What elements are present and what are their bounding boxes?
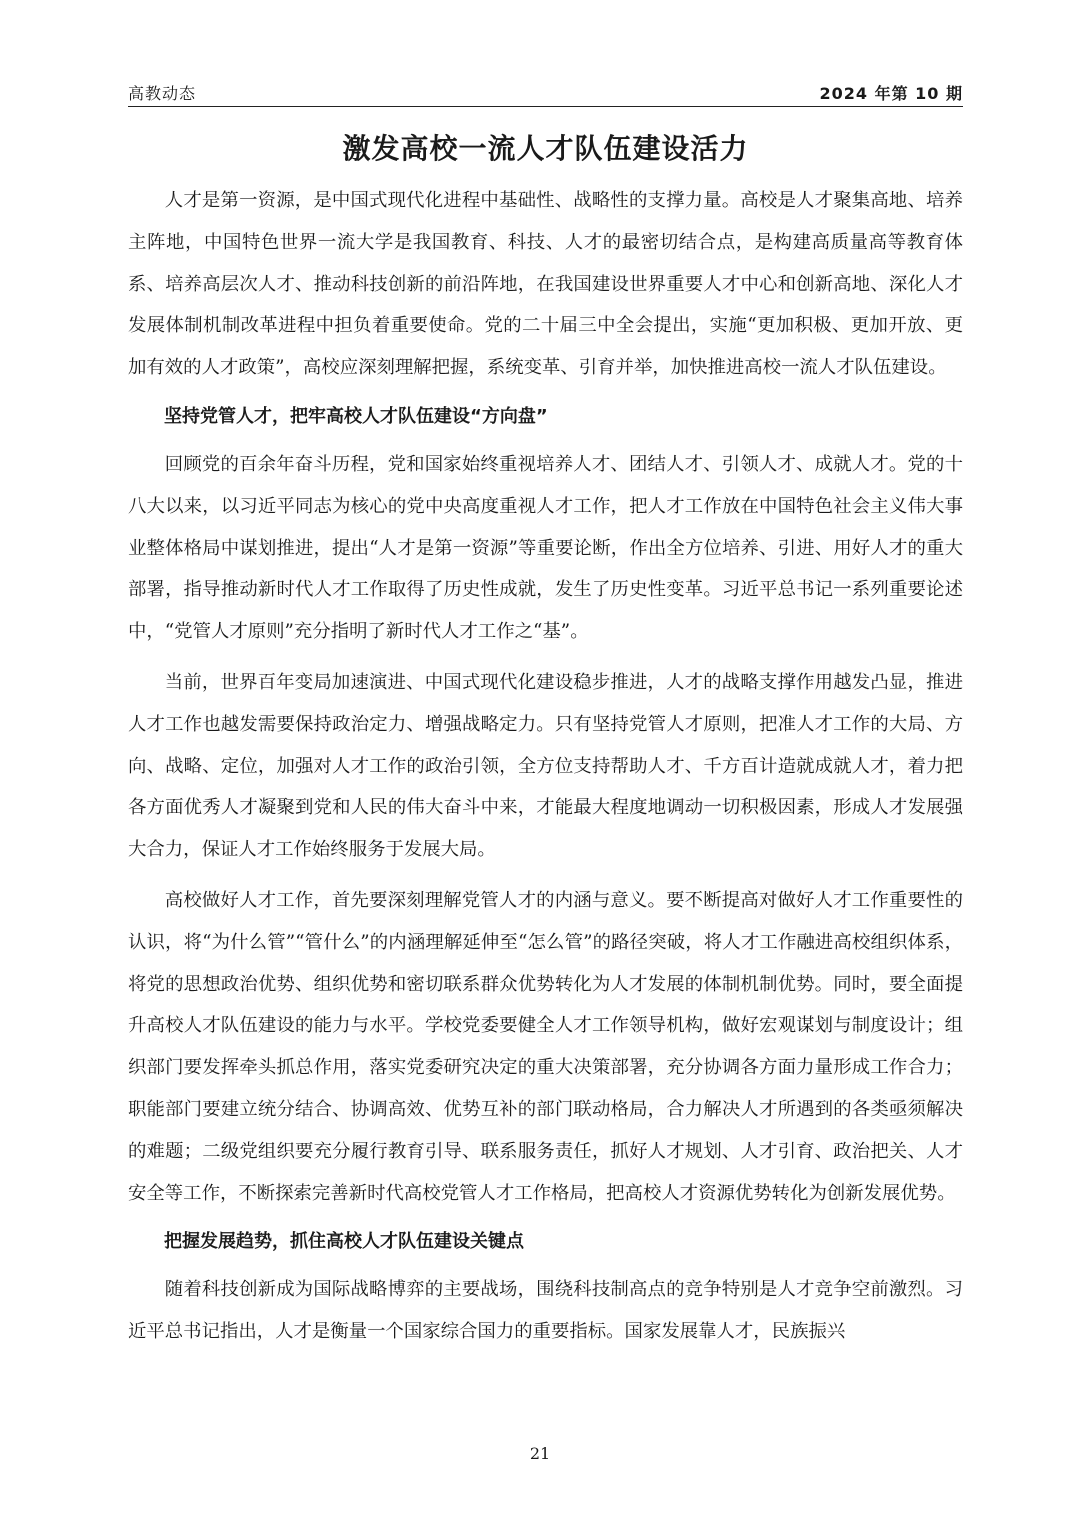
article-body (128, 180, 963, 1362)
article-title: 激发高校一流人才队伍建设活力 (342, 132, 749, 165)
journal-name: 高教动态 (128, 84, 197, 103)
paragraph: 随着科技创新成为国际战略博弈的主要战场，围绕科技制高点的竞争特别是人才竞争空前激烈。习近平总书记指出，人才是衡量一个国家综合国力的重要指标。国家发展靠人才，民族振兴 (128, 1279, 963, 1343)
paragraph: 回顾党的百余年奋斗历程，党和国家始终重视培养人才、团结人才、引领人才、成就人才。党的十八大以来，以习近平同志为核心的党中央高度重视人才工作，把人才工作放在中国特色社会主义伟大事业整体格局中谋划推进，提出“人才是第一资源”等重要论断，作出全方位培养、引进、用好人才的重大部署，指导推动新时代人才工作取得了历史性成就，发生了历史性变革。习近平总书记一系列重要论述中，“党管人才原则”充分指明了新时代人才工作之“基”。 (128, 453, 963, 643)
paragraph: 当前，世界百年变局加速演进、中国式现代化建设稳步推进，人才的战略支撑作用越发凸显，推进人才工作也越发需要保持政治定力、增强战略定力。只有坚持党管人才原则，把准人才工作的大局、方向、战略、定位，加强对人才工作的政治引领，全方位支持帮助人才、千方百计造就成就人才，着力把各方面优秀人才凝聚到党和人民的伟大奋斗中来，才能最大程度地调动一切积极因素，形成人才发展强大合力，保证人才工作始终服务于发展大局。 (128, 671, 963, 861)
header-rule (128, 106, 963, 107)
page-number: 21 (529, 1444, 551, 1463)
running-header (128, 78, 963, 104)
section-heading-1: 坚持党管人才，把牢高校人才队伍建设“方向盘” (164, 405, 548, 427)
section-heading-2: 把握发展趋势，抓住高校人才队伍建设关键点 (164, 1231, 524, 1253)
paragraph-intro: 人才是第一资源，是中国式现代化进程中基础性、战略性的支撑力量。高校是人才聚集高地、培养主阵地，中国特色世界一流大学是我国教育、科技、人才的最密切结合点，是构建高质量高等教育体系、培养高层次人才、推动科技创新的前沿阵地，在我国建设世界重要人才中心和创新高地、深化人才发展体制机制改革进程中担负着重要使命。党的二十届三中全会提出，实施“更加积极、更加开放、更加有效的人才政策”，高校应深刻理解把握，系统变革、引育并举，加快推进高校一流人才队伍建设。 (128, 190, 963, 379)
paragraph: 高校做好人才工作，首先要深刻理解党管人才的内涵与意义。要不断提高对做好人才工作重要性的认识，将“为什么管”“管什么”的内涵理解延伸至“怎么管”的路径突破，将人才工作融进高校组织体系，将党的思想政治优势、组织优势和密切联系群众优势转化为人才发展的体制机制优势。同时，要全面提升高校人才队伍建设的能力与水平。学校党委要健全人才工作领导机构，做好宏观谋划与制度设计；组织部门要发挥牵头抓总作用，落实党委研究决定的重大决策部署，充分协调各方面力量形成工作合力；职能部门要建立统分结合、协调高效、优势互补的部门联动格局，合力解决人才所遇到的各类亟须解决的难题；二级党组织要充分履行教育引导、联系服务责任，抓好人才规划、人才引育、政治把关、人才安全等工作，不断探索完善新时代高校党管人才工作格局，把高校人才资源优势转化为创新发展优势。 (128, 889, 963, 1204)
issue-number: 2024 年第 10 期 (819, 84, 963, 103)
